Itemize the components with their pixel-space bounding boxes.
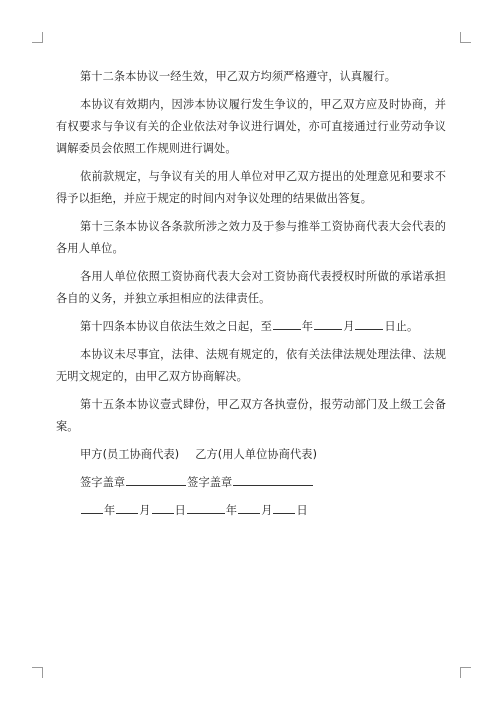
unresolved-matters-clause: 本协议未尽事宜，法律、法规有规定的，依有关法律法规处理法律、法规无明文规定的，由甲乙双方协商解决。 bbox=[56, 348, 446, 383]
article-14-prefix: 第十四条本协议自依法生效之日起，至 bbox=[80, 320, 272, 333]
date-b-year: 年 bbox=[225, 504, 238, 517]
blank-month[interactable] bbox=[314, 316, 342, 330]
date-a-day-blank[interactable] bbox=[152, 500, 174, 514]
date-line bbox=[56, 500, 446, 522]
date-a-year-blank[interactable] bbox=[81, 500, 103, 514]
date-b-year-blank[interactable] bbox=[187, 500, 225, 514]
article-14-day-end: 日止。 bbox=[384, 320, 419, 333]
signature-label-b: 签字盖章 bbox=[187, 476, 233, 489]
article-13: 第十三条本协议各条款所涉之效力及于参与推举工资协商代表大会代表的各用人单位。 bbox=[56, 220, 446, 255]
crop-mark-top-right bbox=[460, 32, 471, 43]
signature-blank-a[interactable] bbox=[126, 472, 186, 486]
document-body bbox=[56, 66, 446, 528]
date-a-year: 年 bbox=[104, 504, 116, 517]
dispute-clause: 本协议有效期内，因涉本协议履行发生争议的，甲乙双方应及时协商，并有权要求与争议有关的企业依法对争议进行调处，亦可直接通过行业劳动争议调解委员会依照工作规则进行调处。 bbox=[56, 98, 446, 155]
crop-mark-top-left bbox=[32, 32, 43, 43]
date-a-month-blank[interactable] bbox=[116, 500, 138, 514]
date-b-month: 月 bbox=[261, 504, 273, 517]
date-b-day-blank[interactable] bbox=[273, 500, 295, 514]
signature-blank-b[interactable] bbox=[233, 472, 313, 486]
article-14-month: 月 bbox=[343, 320, 355, 333]
signature-line bbox=[56, 472, 446, 494]
party-b-label: 乙方(用人单位协商代表) bbox=[195, 448, 318, 461]
obligation-clause: 各用人单位依照工资协商代表大会对工资协商代表授权时所做的承诺承担各自的义务，并独立承担相应的法律责任。 bbox=[56, 270, 446, 305]
blank-year[interactable] bbox=[273, 316, 301, 330]
signature-label-a: 签字盖章 bbox=[80, 476, 126, 489]
date-b-month-blank[interactable] bbox=[238, 500, 260, 514]
party-a-label: 甲方(员工协商代表) bbox=[80, 448, 180, 461]
parties-line bbox=[56, 444, 446, 466]
date-b-day: 日 bbox=[296, 504, 308, 517]
blank-day[interactable] bbox=[355, 316, 383, 330]
date-a-day: 日 bbox=[174, 504, 186, 517]
crop-mark-bottom-right bbox=[460, 667, 471, 678]
article-14-year: 年 bbox=[301, 320, 314, 333]
article-15: 第十五条本协议壹式肆份，甲乙双方各执壹份，报劳动部门及上级工会备案。 bbox=[56, 398, 446, 433]
article-14 bbox=[56, 316, 446, 338]
dispute-reply-clause: 依前款规定，与争议有关的用人单位对甲乙双方提出的处理意见和要求不得予以拒绝，并应于规定的时间内对争议处理的结果做出答复。 bbox=[56, 170, 446, 205]
article-12: 第十二条本协议一经生效，甲乙双方均须严格遵守，认真履行。 bbox=[80, 70, 397, 83]
crop-mark-bottom-left bbox=[32, 667, 43, 678]
date-a-month: 月 bbox=[139, 504, 151, 517]
